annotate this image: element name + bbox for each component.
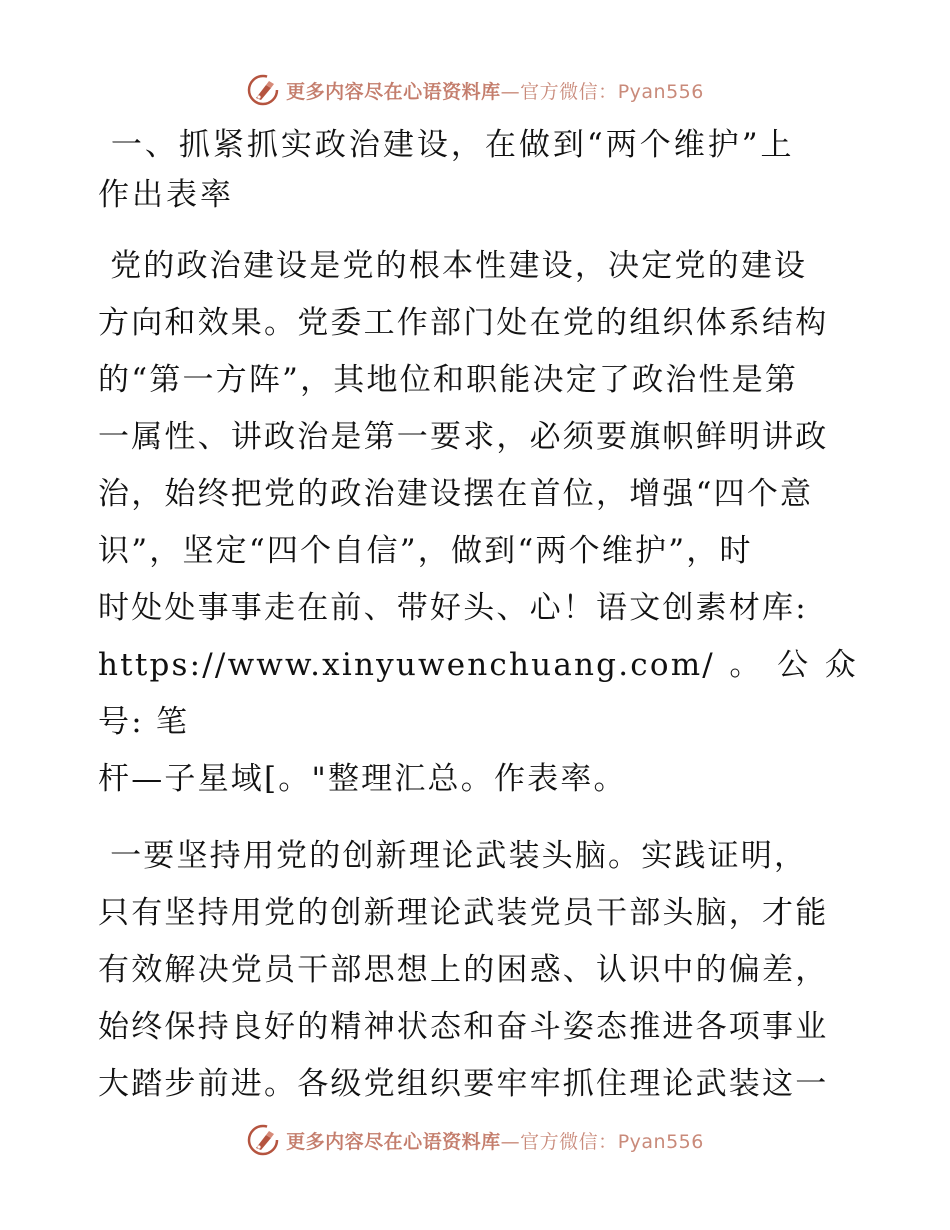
banner-main-text: 更多内容尽在心语资料库 bbox=[286, 1130, 501, 1153]
banner-wechat-label: 官方微信： bbox=[520, 1130, 618, 1153]
footer-banner-text bbox=[286, 1127, 704, 1154]
pen-nib-logo-icon bbox=[246, 73, 280, 107]
document-body bbox=[98, 120, 858, 1133]
footer-watermark-banner bbox=[0, 1120, 950, 1160]
section-heading: 一、抓紧抓实政治建设，在做到“两个维护”上 作出表率 bbox=[98, 127, 795, 213]
paragraph-theory-armament: 一要坚持用党的创新理论武装头脑。实践证明， 只有坚持用党的创新理论武装党员干部头脑，才能 有效解决党员干部思想上的困惑、认识中的偏差， 始终保持良好的精神状态和奋斗姿态推进各项事业 大踏步前进。各级党组织要牢牢抓住理论武装这一 bbox=[98, 838, 829, 1102]
banner-wechat-id: Pyan556 bbox=[617, 1130, 704, 1153]
banner-main-text: 更多内容尽在心语资料库 bbox=[286, 80, 501, 103]
banner-dash: — bbox=[500, 1130, 521, 1153]
banner-wechat-id: Pyan556 bbox=[617, 80, 704, 103]
header-watermark-banner bbox=[0, 70, 950, 110]
banner-dash: — bbox=[500, 80, 521, 103]
banner-wechat-label: 官方微信： bbox=[520, 80, 618, 103]
pen-nib-logo-icon bbox=[246, 1123, 280, 1157]
header-banner-text bbox=[286, 77, 704, 104]
paragraph-political-construction: 党的政治建设是党的根本性建设，决定党的建设 方向和效果。党委工作部门处在党的组织体系结构 的“第一方阵”，其地位和职能决定了政治性是第 一属性、讲政治是第一要求，必须要旗帜鲜明讲政 治，始终把党的政治建设摆在首位，增强“四个意 识”，坚定“四个自信”，做到“两个维护”，时 时处处事事走在前、带好头、心！语文创素材库: https://www.xinyuwenchuang.com/。公众号: 笔 杆—子星域[。"整理汇总。作表率。 bbox=[98, 248, 858, 797]
